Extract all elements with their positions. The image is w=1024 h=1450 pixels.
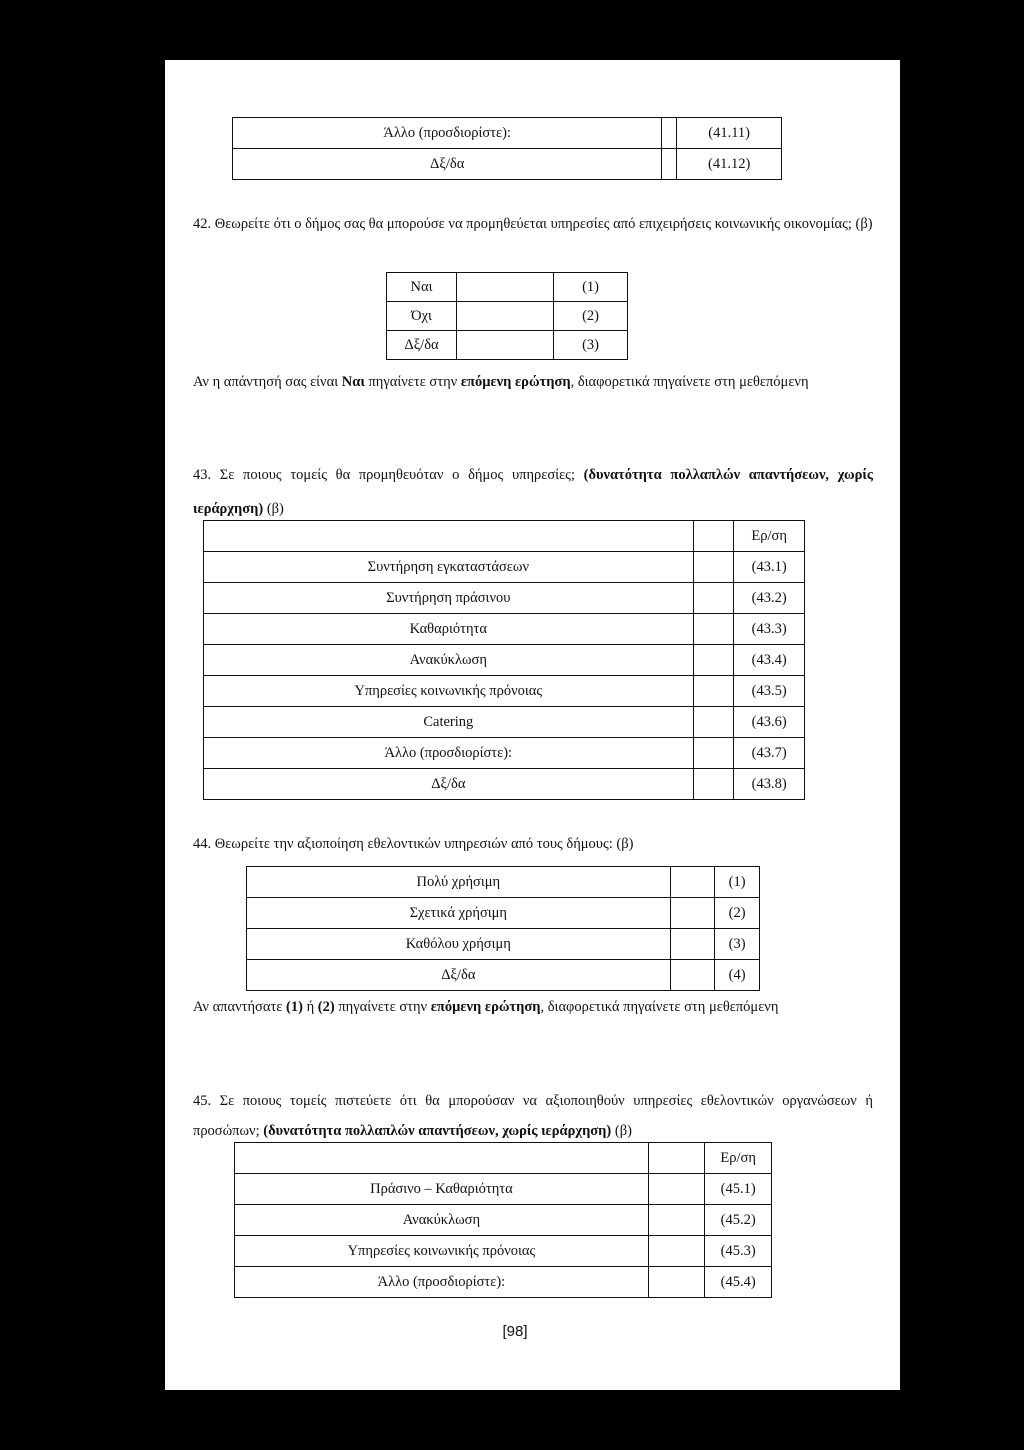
option-code: (45.2) [705, 1205, 772, 1236]
question-text: (β) [263, 501, 284, 517]
option-label: Catering [204, 707, 694, 738]
option-label: Ανακύκλωση [204, 645, 694, 676]
table-row [204, 583, 805, 614]
table-row [247, 867, 760, 898]
option-label: Σχετικά χρήσιμη [247, 898, 671, 929]
option-code: (3) [715, 929, 760, 960]
question-bold: (δυνατότητα πολλαπλών απαντήσεων, χωρίς ιεράρχηση) [193, 467, 873, 517]
check-cell[interactable] [693, 738, 734, 769]
question-45 [193, 1086, 873, 1146]
table-row [233, 118, 782, 149]
check-cell[interactable] [693, 707, 734, 738]
option-label: Καθαριότητα [204, 614, 694, 645]
document-page [165, 60, 900, 1390]
check-cell[interactable] [457, 273, 554, 302]
check-cell[interactable] [648, 1205, 704, 1236]
option-label: Δξ/δα [233, 149, 662, 180]
check-cell[interactable] [670, 960, 715, 991]
table-row [387, 331, 628, 360]
check-cell[interactable] [648, 1236, 704, 1267]
question-text: (β) [611, 1123, 632, 1139]
instruction-bold: (2) [317, 999, 335, 1015]
option-code: (43.7) [734, 738, 805, 769]
option-label: Καθόλου χρήσιμη [247, 929, 671, 960]
option-code: (43.3) [734, 614, 805, 645]
check-cell[interactable] [648, 1267, 704, 1298]
option-label: Συντήρηση εγκαταστάσεων [204, 552, 694, 583]
option-code: (43.2) [734, 583, 805, 614]
option-label: Πράσινο – Καθαριότητα [235, 1174, 649, 1205]
column-header: Ερ/ση [705, 1143, 772, 1174]
option-label: Δξ/δα [387, 331, 457, 360]
header-blank [693, 521, 734, 552]
option-code: (1) [715, 867, 760, 898]
option-code: (43.4) [734, 645, 805, 676]
table-row [204, 614, 805, 645]
check-cell[interactable] [457, 331, 554, 360]
option-code: (43.1) [734, 552, 805, 583]
option-label: Ανακύκλωση [235, 1205, 649, 1236]
option-label: Πολύ χρήσιμη [247, 867, 671, 898]
instruction-text: , διαφορετικά πηγαίνετε στη μεθεπόμενη [570, 374, 809, 390]
option-label: Δξ/δα [247, 960, 671, 991]
table-row [247, 960, 760, 991]
option-label: Όχι [387, 302, 457, 331]
table-row [204, 769, 805, 800]
option-label: Άλλο (προσδιορίστε): [204, 738, 694, 769]
header-blank [204, 521, 694, 552]
option-code: (43.5) [734, 676, 805, 707]
instruction-bold: (1) [286, 999, 303, 1015]
table-row [204, 707, 805, 738]
option-label: Συντήρηση πράσινου [204, 583, 694, 614]
question-43 [193, 458, 873, 526]
option-code: (45.1) [705, 1174, 772, 1205]
instruction-text: Αν η απάντησή σας είναι [193, 374, 342, 390]
option-code: (43.8) [734, 769, 805, 800]
check-cell[interactable] [693, 645, 734, 676]
header-blank [235, 1143, 649, 1174]
check-cell[interactable] [648, 1174, 704, 1205]
instruction-text: πηγαίνετε στην [364, 374, 461, 390]
option-label: Υπηρεσίες κοινωνικής πρόνοιας [204, 676, 694, 707]
table-row [387, 273, 628, 302]
table-q45 [234, 1142, 772, 1298]
check-cell[interactable] [693, 614, 734, 645]
table-row [247, 898, 760, 929]
question-42: 42. Θεωρείτε ότι ο δήμος σας θα μπορούσε να προμηθεύεται υπηρεσίες από επιχειρήσεις κοινωνικής οικονομίας; (β) [193, 216, 873, 232]
table-row [204, 676, 805, 707]
instruction-44 [193, 990, 873, 1024]
option-code: (2) [715, 898, 760, 929]
check-cell[interactable] [693, 676, 734, 707]
table-row [233, 149, 782, 180]
check-cell[interactable] [693, 769, 734, 800]
header-blank [648, 1143, 704, 1174]
instruction-bold: επόμενη ερώτηση [430, 999, 541, 1015]
instruction-text: , διαφορετικά πηγαίνετε στη μεθεπόμενη [540, 999, 779, 1015]
question-text: 45. Σε ποιους τομείς πιστεύετε ότι θα μπορούσαν να αξιοποιηθούν υπηρεσίες εθελοντικών οργανώσεων ή προσώπων; [193, 1093, 873, 1139]
option-label: Υπηρεσίες κοινωνικής πρόνοιας [235, 1236, 649, 1267]
check-cell[interactable] [662, 149, 677, 180]
option-code: (45.3) [705, 1236, 772, 1267]
table-row [204, 645, 805, 676]
check-cell[interactable] [670, 929, 715, 960]
table-row [204, 552, 805, 583]
column-header: Ερ/ση [734, 521, 805, 552]
instruction-text: Αν απαντήσατε [193, 999, 287, 1015]
table-row [235, 1236, 772, 1267]
option-code: (41.12) [677, 149, 782, 180]
check-cell[interactable] [662, 118, 677, 149]
option-label: Άλλο (προσδιορίστε): [235, 1267, 649, 1298]
option-label: Δξ/δα [204, 769, 694, 800]
table-q43 [203, 520, 805, 800]
option-code: (45.4) [705, 1267, 772, 1298]
option-code: (4) [715, 960, 760, 991]
instruction-text: πηγαίνετε στην [334, 999, 431, 1015]
check-cell[interactable] [693, 583, 734, 614]
table-q42 [386, 272, 628, 360]
page-number: [98] [502, 1323, 528, 1340]
table-row [247, 929, 760, 960]
question-bold: (δυνατότητα πολλαπλών απαντήσεων, χωρίς ιεράρχηση) [263, 1123, 612, 1139]
table-row [204, 738, 805, 769]
table-row [387, 302, 628, 331]
table-header-row [204, 521, 805, 552]
option-code: (1) [554, 273, 628, 302]
check-cell[interactable] [457, 302, 554, 331]
instruction-bold: επόμενη ερώτηση [460, 374, 571, 390]
option-code: (2) [554, 302, 628, 331]
check-cell[interactable] [670, 867, 715, 898]
instruction-text: ή [302, 999, 318, 1015]
table-row [235, 1174, 772, 1205]
option-label: Άλλο (προσδιορίστε): [233, 118, 662, 149]
option-code: (41.11) [677, 118, 782, 149]
instruction-42 [193, 366, 873, 398]
option-code: (3) [554, 331, 628, 360]
table-header-row [235, 1143, 772, 1174]
check-cell[interactable] [670, 898, 715, 929]
table-row [235, 1267, 772, 1298]
option-code: (43.6) [734, 707, 805, 738]
check-cell[interactable] [693, 552, 734, 583]
instruction-bold: Ναι [341, 374, 365, 390]
question-44: 44. Θεωρείτε την αξιοποίηση εθελοντικών υπηρεσιών από τους δήμους: (β) [193, 836, 634, 852]
table-q41 [232, 117, 782, 180]
question-text: 43. Σε ποιους τομείς θα προμηθευόταν ο δήμος υπηρεσίες; [193, 467, 584, 483]
option-label: Ναι [387, 273, 457, 302]
table-row [235, 1205, 772, 1236]
table-q44 [246, 866, 760, 991]
